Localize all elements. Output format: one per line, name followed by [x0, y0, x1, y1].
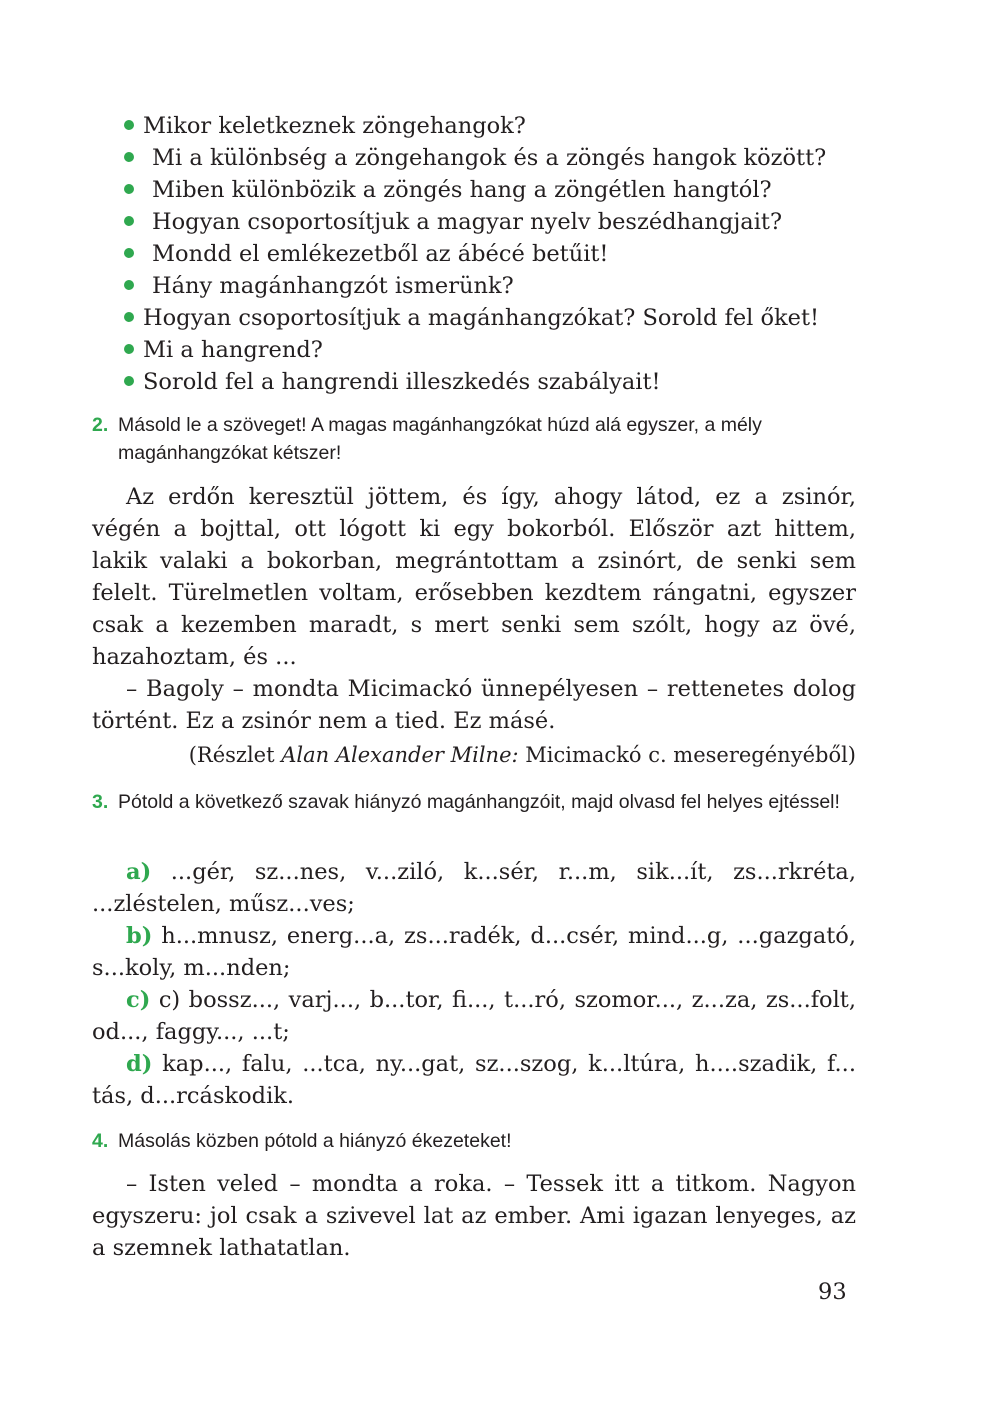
task-number: 4. — [92, 1130, 109, 1152]
bullet-icon — [124, 376, 134, 386]
task-instruction: Másolás közben pótold a hiányzó ékezeteket! — [118, 1130, 512, 1152]
excerpt-source: (Részlet Alan Alexander Milne: Micimackó c. meseregényéből) — [188, 743, 856, 767]
task-2-instruction — [92, 411, 856, 467]
list-item: Hogyan csoportosítjuk a magánhangzókat? Sorold fel őket! — [124, 302, 884, 334]
list-item: Hány magánhangzót ismerünk? — [124, 270, 884, 302]
page-number: 93 — [818, 1279, 847, 1305]
bullet-icon — [124, 280, 134, 290]
task-4-instruction — [92, 1127, 856, 1155]
bullet-icon — [124, 312, 134, 322]
list-item: Hogyan csoportosítjuk a magyar nyelv beszédhangjait? — [124, 206, 884, 238]
task-number: 2. — [92, 414, 109, 436]
bullet-icon — [124, 152, 134, 162]
bullet-icon — [124, 248, 134, 258]
bullet-icon — [124, 120, 134, 130]
bullet-icon — [124, 184, 134, 194]
excerpt-dialogue: – Bagoly – mondta Micimackó ünnepélyesen – rettenetes dolog történt. Ez a zsinór nem a tied. Ez másé. — [92, 676, 856, 734]
list-item: Mikor keletkeznek zöngehangok? — [124, 110, 884, 142]
list-item: Miben különbözik a zöngés hang a zöngétlen hangtól? — [124, 174, 884, 206]
task-3-instruction — [92, 788, 856, 816]
list-item: Mi a hangrend? — [124, 334, 884, 366]
exercise-item-c: c) c) bossz..., varj..., b...tor, fi..., t...ró, szomor..., z...za, zs...folt, od..., faggy..., ...t; — [92, 987, 856, 1045]
list-item: Sorold fel a hangrendi illeszkedés szabályait! — [124, 366, 884, 398]
excerpt-paragraph: Az erdőn keresztül jöttem, és így, ahogy látod, ez a zsinór, végén a bojttal, ott lógott ki egy bokorból. Először azt hittem, lakik valaki a bokorban, megrántottam a zsinórt, de senki sem felelt. Türelmetlen voltam, erősebben kezdtem rángatni, egyszer csak a kezemben maradt, s mert senki sem szólt, hogy az övé, hazahoztam, és ... — [92, 484, 856, 670]
bullet-icon — [124, 344, 134, 354]
task-instruction: Másold le a szöveget! A magas magánhangzókat húzd alá egyszer, a mély magánhangzókat kétszer! — [118, 414, 762, 464]
task-number: 3. — [92, 791, 109, 813]
exercise-item-a: a) ...gér, sz...nes, v...ziló, k...sér, r...m, sik...ít, zs...rkréta, ...zléstelen, műsz...ves; — [92, 859, 856, 917]
question-list — [124, 110, 884, 398]
task-instruction: Pótold a következő szavak hiányzó magánhangzóit, majd olvasd fel helyes ejtéssel! — [118, 791, 840, 813]
list-item: Mondd el emlékezetből az ábécé betűit! — [124, 238, 884, 270]
exercise-item-d: d) kap..., falu, ...tca, ny...gat, sz...szog, k...ltúra, h....szadik, f... tás, d...rcáskodik. — [92, 1051, 856, 1109]
bullet-icon — [124, 216, 134, 226]
quote-paragraph: – Isten veled – mondta a roka. – Tessek itt a titkom. Nagyon egyszeru: jol csak a szivevel lat az ember. Ami igazan lenyeges, az a szemnek lathatatlan. — [92, 1171, 856, 1261]
list-item: Mi a különbség a zöngehangok és a zöngés hangok között? — [124, 142, 884, 174]
exercise-item-b: b) h...mnusz, energ...a, zs...radék, d...csér, mind...g, ...gazgató, s...koly, m...nden; — [92, 923, 856, 981]
